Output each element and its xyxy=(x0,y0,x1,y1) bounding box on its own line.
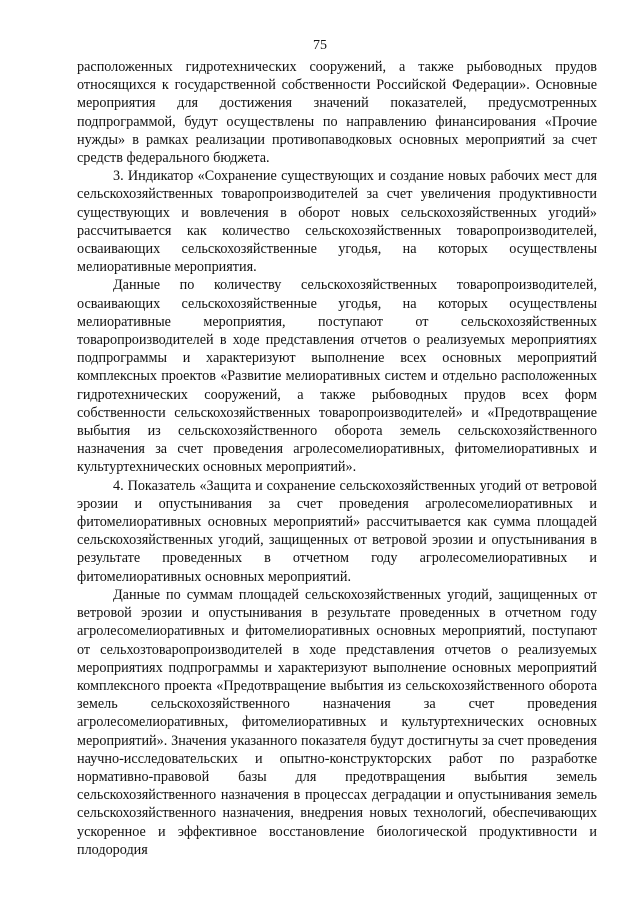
paragraph: расположенных гидротехнических сооружений, а также рыбоводных прудов относящихся к государственной собственности Российской Федерации». Основные мероприятия для достижения значений показателей, предусмотренных подпрограммой, будут осуществлены по направлению финансирования «Прочие нужды» в рамках реализации противопаводковых основных мероприятий за счет средств федерального бюджета. xyxy=(77,59,597,167)
paragraph: 3. Индикатор «Сохранение существующих и создание новых рабочих мест для сельскохозяйственных товаропроизводителей за счет увеличения продуктивности существующих и вовлечения в оборот новых сельскохозяйственных угодий» рассчитывается как количество сельскохозяйственных товаропроизводителей, осваивающих сельскохозяйственные угодья, на которых осуществлены мелиоративные мероприятия. xyxy=(77,168,597,276)
paragraph: Данные по количеству сельскохозяйственных товаропроизводителей, осваивающих сельскохозяйственные угодья, на которых осуществлены мелиоративные мероприятия, поступают от сельскохозяйственных товаропроизводителей в ходе представления отчетов о реализуемых мероприятиях подпрограммы и характеризуют выполнение всех основных мероприятий комплексных проектов «Развитие мелиоративных систем и отдельно расположенных гидротехнических сооружений, а также рыбоводных прудов всех форм собственности сельскохозяйственных товаропроизводителей» и «Предотвращение выбытия из сельскохозяйственного оборота земель сельскохозяйственного назначения за счет проведения агролесомелиоративных, фитомелиоративных и культуртехнических основных мероприятий». xyxy=(77,277,597,476)
paragraph: Данные по суммам площадей сельскохозяйственных угодий, защищенных от ветровой эрозии и опустынивания в результате проведенных в отчетном году агролесомелиоративных и фитомелиоративных основных мероприятий, поступают от сельхозтоваропроизводителей в ходе представления отчетов о реализуемых мероприятиях подпрограммы и характеризуют выполнение основных мероприятий комплексного проекта «Предотвращение выбытия из сельскохозяйственного оборота земель сельскохозяйственного назначения за счет проведения агролесомелиоративных, фитомелиоративных и культуртехнических основных мероприятий». Значения указанного показателя будут достигнуты за счет проведения научно-исследовательских и опытно-конструкторских работ по разработке нормативно-правовой базы для предотвращения выбытия земель сельскохозяйственного назначения в процессах деградации и опустынивания земель сельскохозяйственного назначения, внедрения новых технологий, обеспечивающих ускоренное и эффективное восстановление биологической продуктивности и плодородия xyxy=(77,586,597,858)
paragraph: 4. Показатель «Защита и сохранение сельскохозяйственных угодий от ветровой эрозии и опустынивания за счет проведения агролесомелиоративных и фитомелиоративных основных мероприятий» рассчитывается как сумма площадей сельскохозяйственных угодий, защищенных от ветровой эрозии и опустынивания в результате проведенных в отчетном году агролесомелиоративных и фитомелиоративных основных мероприятий. xyxy=(77,477,597,585)
document-body xyxy=(77,58,597,859)
page-number: 75 xyxy=(313,38,327,53)
